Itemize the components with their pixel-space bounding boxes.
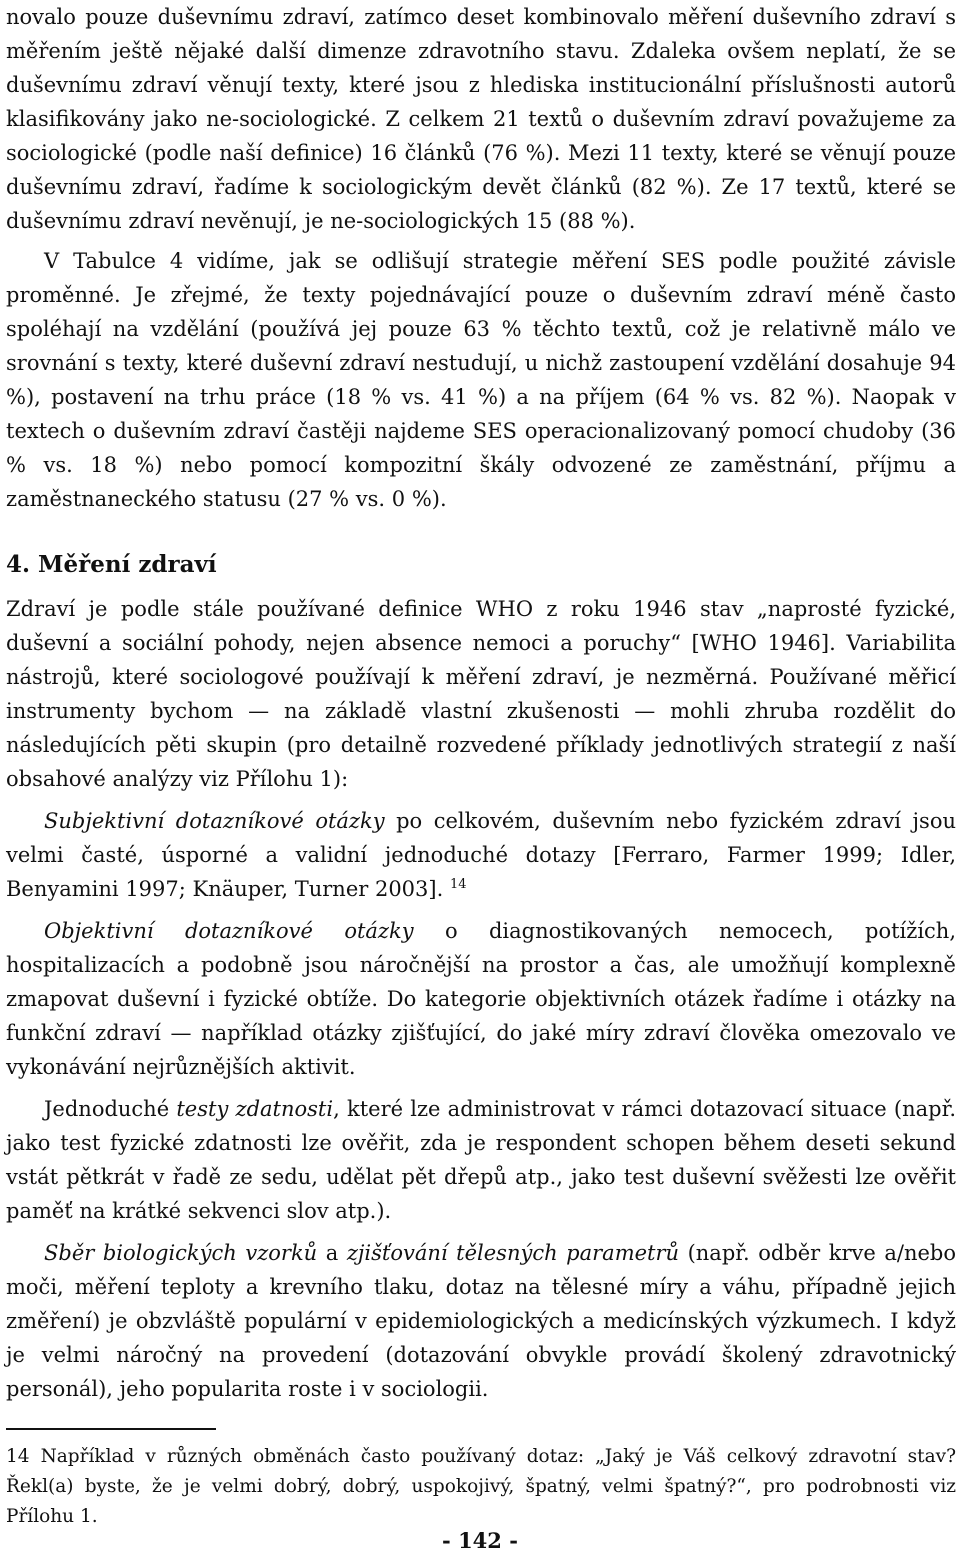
paragraph-subjective-questions-text: po celkovém, duševním nebo fyzickém zdraví jsou velmi časté, úsporné a validní jednoduché dotazy [Ferraro, Farmer 1999; Idler, Benyamini 1997; Knäuper, Turner 2003]. bbox=[6, 809, 956, 901]
footnote-divider bbox=[6, 1428, 216, 1430]
paragraph-fitness-tests-text: , které lze administrovat v rámci dotazovací situace (např. jako test fyzické zdatnosti lze ověřit, zda je respondent schopen během deseti sekund vstát pětkrát v řadě ze sedu, udělat pět dřepů atp., jako test duševní svěžesti lze ověřit paměť na krátké sekvenci slov atp.). bbox=[6, 1097, 956, 1223]
paragraph-who-definition: Zdraví je podle stále používané definice WHO z roku 1946 stav „naprosté fyzické, duševní a sociální pohody, nejen absence nemoci a poruchy“ [WHO 1946]. Variabilita nástrojů, které sociologové používají k měření zdraví, je nezměrná. Používané měřicí instrumenty bychom — na základě vlastní zkušenosti — mohli zhruba rozdělit do následujících pěti skupin (pro detailně rozvedené příklady jednotlivých strategií z naší obsahové analýzy viz Přílohu 1): bbox=[6, 597, 956, 791]
footnote-14: 14 Například v různých obměnách často používaný dotaz: „Jaký je Váš celkový zdravotní stav? Řekl(a) byste, že je velmi dobrý, dobrý, uspokojivý, špatný, velmi špatný?“, pro podrobnosti viz Přílohu 1. bbox=[6, 1446, 956, 1527]
paragraph-biological-samples-text: (např. odběr krve a/nebo moči, měření teploty a krevního tlaku, dotaz na tělesné míry a váhu, případně jejich změření) je obzvláště populární v epidemiologických a medicínských výzkumech. I když je velmi náročný na provedení (dotazování obvykle provádí školený zdravotnický personál), jeho popularita roste i v sociologii. bbox=[6, 1241, 957, 1401]
paragraph-fitness-tests bbox=[6, 1092, 956, 1228]
paragraph-mental-health-texts: novalo pouze duševnímu zdraví, zatímco deset kombinovalo měření duševního zdraví s měřením ještě nějaké další dimenze zdravotního stavu. Zdaleka ovšem neplatí, že se duševnímu zdraví věnují texty, které jsou z hlediska institucionální příslušnosti autorů klasifikovány jako ne-sociologické. Z celkem 21 textů o duševním zdraví považujeme za sociologické (podle naší definice) 16 článků (76 %). Mezi 11 texty, které se věnují pouze duševnímu zdraví, řadíme k sociologickým devět článků (82 %). Ze 17 textů, které se duševnímu zdraví nevěnují, je ne-sociologických 15 (88 %). bbox=[6, 5, 956, 233]
footnote-reference[interactable]: 14 bbox=[449, 877, 467, 892]
term-biological-samples: Sběr biologických vzorků bbox=[44, 1241, 318, 1265]
paragraph-table-4-ses: V Tabulce 4 vidíme, jak se odlišují strategie měření SES podle použité závisle proměnné. Je zřejmé, že texty pojednávající pouze o duševním zdraví méně často spoléhají na vzdělání (používá jej pouze 63 % těchto textů, což je relativně málo ve srovnání s texty, které duševní zdraví nestudují, u nichž zastoupení vzdělání dosahuje 94 %), postavení na trhu práce (18 % vs. 41 %) a na příjem (64 % vs. 82 %). Naopak v textech o duševním zdraví častěji najdeme SES operacionalizovaný pomocí chudoby (36 % vs. 18 %) nebo pomocí kompozitní škály odvozené ze zaměstnání, příjmu a zaměstnaneckého statusu (27 % vs. 0 %). bbox=[6, 249, 956, 511]
term-fitness-tests: testy zdatnosti bbox=[176, 1097, 334, 1121]
term-objective-questions: Objektivní dotazníkové otázky bbox=[44, 919, 414, 943]
paragraph-biological-samples-connector: a bbox=[317, 1241, 347, 1265]
term-body-parameters: zjišťování tělesných parametrů bbox=[346, 1241, 680, 1265]
term-subjective-questions: Subjektivní dotazníkové otázky bbox=[44, 809, 385, 833]
page-number: - 142 - bbox=[442, 1528, 518, 1553]
document-page bbox=[6, 0, 956, 1532]
paragraph-objective-questions-text: o diagnostikovaných nemocech, potížích, hospitalizacích a podobně jsou náročnější na prostor a čas, ale umožňují komplexně zmapovat duševní i fyzické obtíže. Do kategorie objektivních otázek řadíme i otázky na funkční zdraví — například otázky zjišťující, do jaké míry zdraví člověka omezovalo ve vykonávání nejrůznějších aktivit. bbox=[6, 919, 956, 1079]
paragraph-objective-questions bbox=[6, 914, 956, 1084]
section-heading-health-measurement: 4. Měření zdraví bbox=[6, 551, 217, 578]
paragraph-biological-samples bbox=[6, 1236, 956, 1406]
paragraph-fitness-tests-intro: Jednoduché bbox=[44, 1097, 177, 1121]
paragraph-subjective-questions bbox=[6, 804, 956, 906]
